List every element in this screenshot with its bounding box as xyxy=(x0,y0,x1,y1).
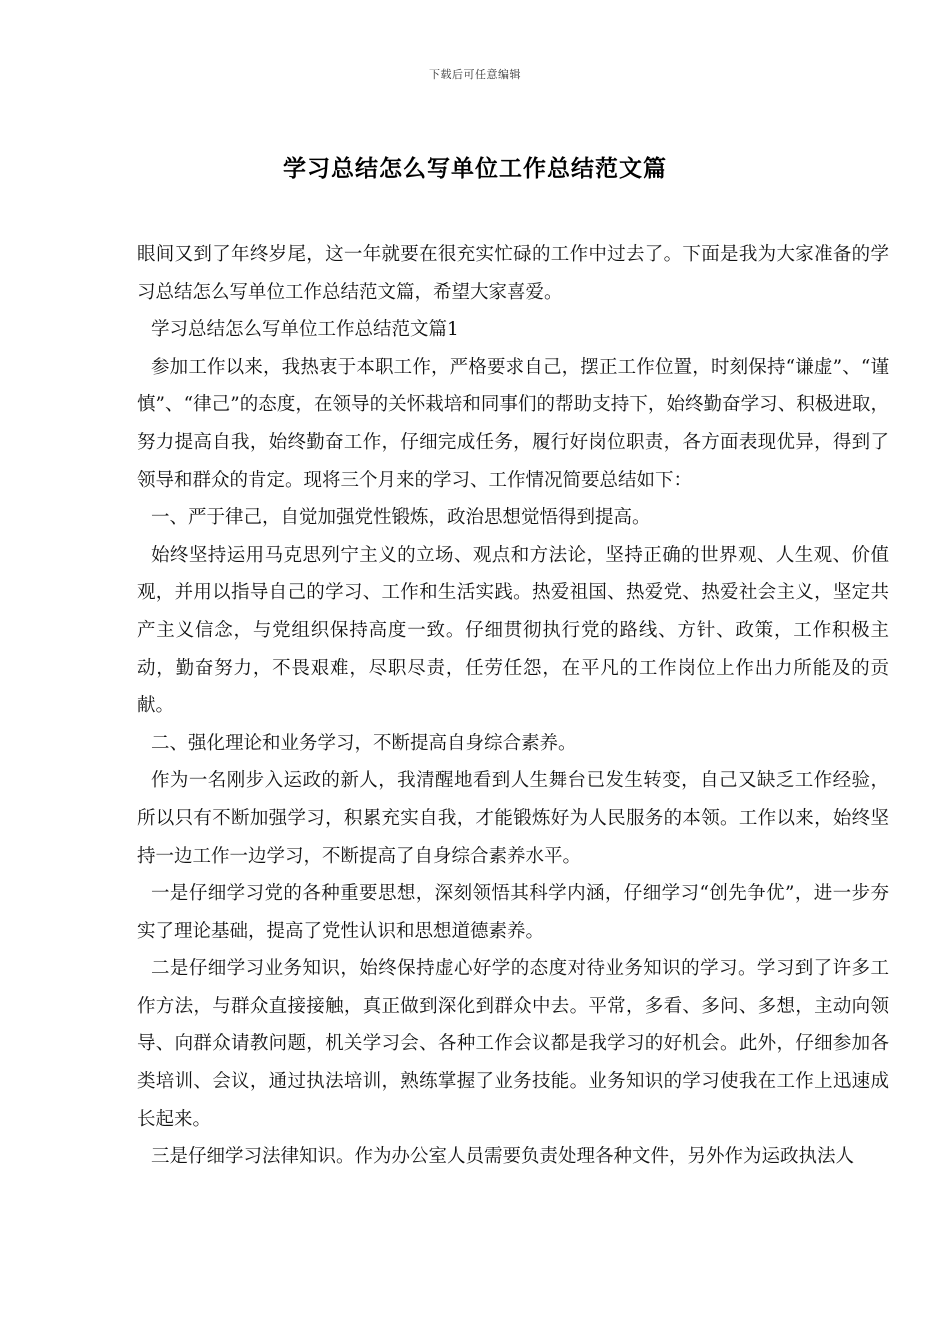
body-paragraph: 作为一名刚步入运政的新人，我清醒地看到人生舞台已发生转变，自己又缺乏工作经验，所以只有不断加强学习，积累充实自我，才能锻炼好为人民服务的本领。工作以来，始终坚持一边工作一边学习，不断提高了自身综合素养水平。 xyxy=(137,770,889,867)
header-note: 下载后可任意编辑 xyxy=(429,68,521,81)
document-title: 学习总结怎么写单位工作总结范文篇 xyxy=(283,156,667,182)
body-paragraph: 参加工作以来，我热衷于本职工作，严格要求自己，摆正工作位置，时刻保持“谦虚”、“谨慎”、“律己”的态度，在领导的关怀栽培和同事们的帮助支持下，始终勤奋学习、积极进取，努力提高自我，始终勤奋工作，仔细完成任务，履行好岗位职责，各方面表现优异，得到了领导和群众的肯定。现将三个月来的学习、工作情况简要总结如下： xyxy=(137,356,889,491)
subsection-heading: 二、强化理论和业务学习，不断提高自身综合素养。 xyxy=(151,732,577,754)
document-body xyxy=(137,236,889,1176)
intro-paragraph: 眼间又到了年终岁尾，这一年就要在很充实忙碌的工作中过去了。下面是我为大家准备的学习总结怎么写单位工作总结范文篇，希望大家喜爱。 xyxy=(137,244,889,303)
section-heading: 学习总结怎么写单位工作总结范文篇1 xyxy=(151,319,459,341)
body-paragraph: 三是仔细学习法律知识。作为办公室人员需要负责处理各种文件，另外作为运政执法人 xyxy=(151,1146,855,1168)
body-paragraph: 始终坚持运用马克思列宁主义的立场、观点和方法论，坚持正确的世界观、人生观、价值观，并用以指导自己的学习、工作和生活实践。热爱祖国、热爱党、热爱社会主义，坚定共产主义信念，与党组织保持高度一致。仔细贯彻执行党的路线、方针、政策，工作积极主动，勤奋努力，不畏艰难，尽职尽责，任劳任怨，在平凡的工作岗位上作出力所能及的贡献。 xyxy=(137,544,889,717)
subsection-heading: 一、严于律己，自觉加强党性锻炼，政治思想觉悟得到提高。 xyxy=(151,507,651,529)
body-paragraph: 一是仔细学习党的各种重要思想，深刻领悟其科学内涵，仔细学习“创先争优”，进一步夯实了理论基础，提高了党性认识和思想道德素养。 xyxy=(137,883,889,942)
body-paragraph: 二是仔细学习业务知识，始终保持虚心好学的态度对待业务知识的学习。学习到了许多工作方法，与群众直接接触，真正做到深化到群众中去。平常，多看、多问、多想，主动向领导、向群众请教问题，机关学习会、各种工作会议都是我学习的好机会。此外，仔细参加各类培训、会议，通过执法培训，熟练掌握了业务技能。业务知识的学习使我在工作上迅速成长起来。 xyxy=(137,958,889,1130)
